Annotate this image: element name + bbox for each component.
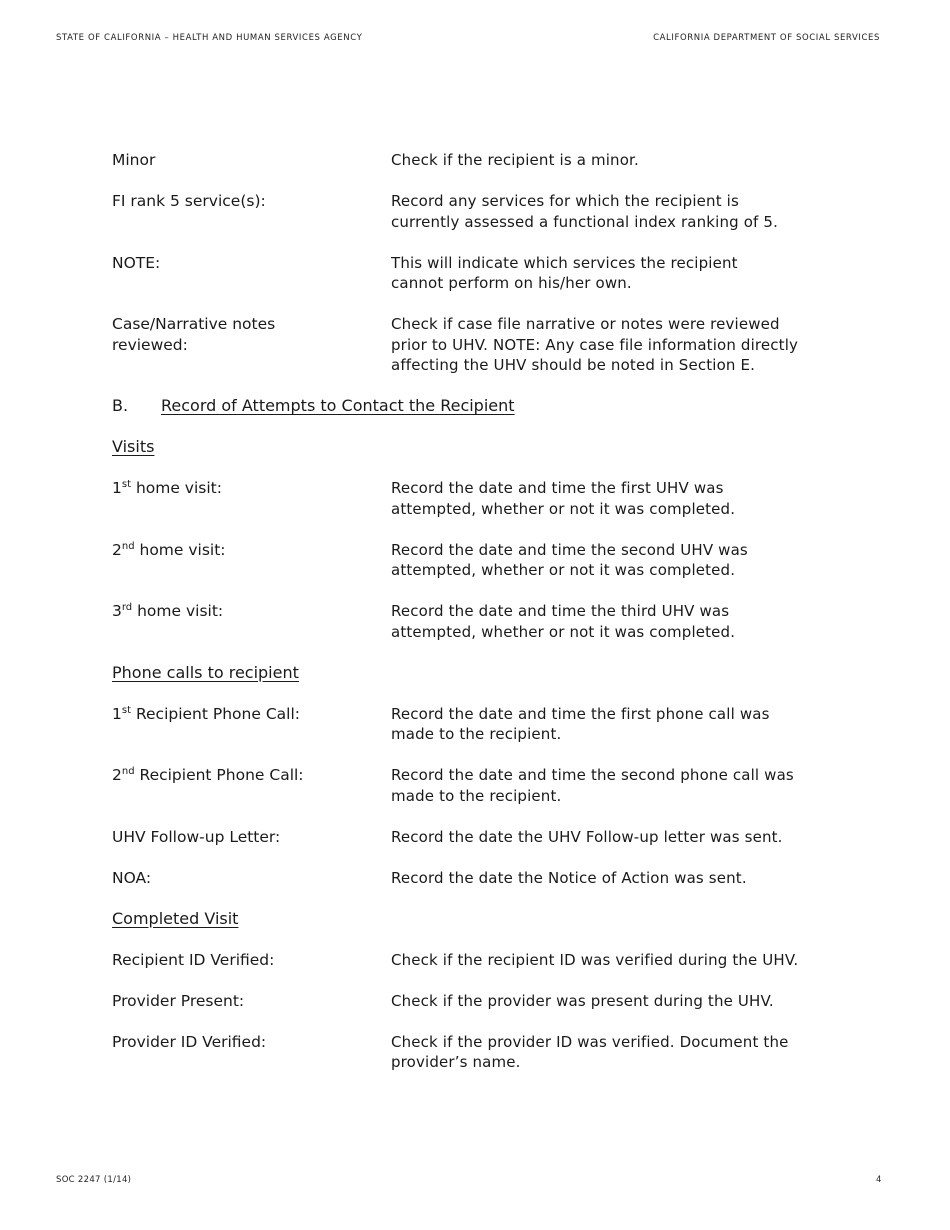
- row-recipient-id-verified: [112, 950, 832, 971]
- row-label: [112, 1032, 391, 1073]
- row-label: [112, 601, 391, 642]
- row-description: [391, 253, 832, 294]
- row-description: [391, 601, 832, 642]
- desc-line: Record any services for which the recipient is: [391, 192, 739, 210]
- desc-line: This will indicate which services the recipient: [391, 253, 738, 272]
- row-description: [391, 1032, 832, 1073]
- desc-line: Record the date and time the third UHV was: [391, 602, 730, 620]
- row-label: [112, 991, 391, 1012]
- label-line: NOTE:: [112, 253, 161, 272]
- row-description: [391, 704, 832, 745]
- row-home-visit-2: [112, 540, 832, 581]
- desc-line: Record the date and time the first UHV was: [391, 479, 724, 497]
- label-line: Case/Narrative notes: [112, 315, 276, 333]
- footer-page-number: 4: [875, 1175, 882, 1185]
- row-description: [391, 950, 832, 971]
- row-note: [112, 253, 832, 294]
- row-description: [391, 191, 832, 232]
- label-line: reviewed:: [112, 335, 188, 354]
- ordinal: 3: [112, 602, 122, 620]
- header-agency: STATE OF CALIFORNIA – HEALTH AND HUMAN SERVICES AGENCY: [56, 33, 363, 43]
- row-label: [112, 765, 391, 806]
- row-description: [391, 478, 832, 519]
- row-label: [112, 191, 391, 232]
- row-noa: [112, 868, 832, 889]
- row-phone-call-2: [112, 765, 832, 806]
- desc-line: attempted, whether or not it was completed.: [391, 622, 736, 641]
- desc-line: Check if the recipient ID was verified during the UHV.: [391, 950, 799, 969]
- row-label: [112, 253, 391, 294]
- desc-line: cannot perform on his/her own.: [391, 274, 632, 292]
- row-label: [112, 704, 391, 745]
- desc-line: provider’s name.: [391, 1053, 521, 1071]
- row-phone-call-1: [112, 704, 832, 745]
- desc-line: Record the date and time the second UHV was: [391, 540, 748, 559]
- label-text: Recipient Phone Call:: [131, 704, 300, 723]
- footer-form-id: SOC 2247 (1/14): [56, 1175, 132, 1185]
- desc-line: attempted, whether or not it was completed.: [391, 561, 736, 579]
- row-label: [112, 827, 391, 848]
- row-description: [391, 765, 832, 806]
- desc-line: Check if the provider ID was verified. Document the: [391, 1032, 789, 1051]
- label-text: home visit:: [132, 602, 224, 620]
- row-description: [391, 868, 832, 889]
- desc-line: Record the date the UHV Follow-up letter was sent.: [391, 827, 783, 846]
- label-line: NOA:: [112, 868, 152, 887]
- desc-line: Record the date and time the second phone call was: [391, 766, 794, 784]
- row-label: [112, 540, 391, 581]
- desc-line: Check if case file narrative or notes were reviewed: [391, 315, 780, 333]
- row-home-visit-3: [112, 601, 832, 642]
- row-case-notes: [112, 314, 832, 376]
- desc-line: made to the recipient.: [391, 786, 562, 805]
- ordinal: 2: [112, 766, 122, 784]
- label-line: [112, 478, 391, 499]
- row-description: [391, 827, 832, 848]
- row-fi-rank: [112, 191, 832, 232]
- desc-line: Check if the provider was present during the UHV.: [391, 991, 774, 1010]
- label-line: [112, 704, 391, 725]
- row-description: [391, 540, 832, 581]
- document-body: [112, 150, 832, 1093]
- row-description: [391, 314, 832, 376]
- desc-line: made to the recipient.: [391, 725, 562, 743]
- section-number: B.: [112, 396, 129, 415]
- completed-visit-heading: Completed Visit: [112, 908, 239, 928]
- visits-heading: Visits: [112, 437, 155, 456]
- row-description: [391, 150, 832, 171]
- label-text: Recipient Phone Call:: [134, 766, 304, 784]
- desc-line: Check if the recipient is a minor.: [391, 151, 639, 169]
- label-line: Recipient ID Verified:: [112, 950, 275, 969]
- label-line: UHV Follow-up Letter:: [112, 827, 281, 846]
- label-line: [112, 540, 391, 561]
- ordinal: 2: [112, 540, 122, 559]
- label-text: home visit:: [134, 540, 226, 559]
- ordinal: 1: [112, 479, 122, 497]
- label-line: Minor: [112, 151, 156, 169]
- row-home-visit-1: [112, 478, 832, 519]
- label-line: Provider ID Verified:: [112, 1032, 267, 1051]
- ordinal-suffix: st: [121, 704, 132, 716]
- ordinal: 1: [112, 704, 122, 723]
- row-description: [391, 991, 832, 1012]
- phone-calls-heading: Phone calls to recipient: [112, 662, 299, 682]
- row-label: [112, 150, 391, 171]
- row-label: [112, 314, 391, 376]
- desc-line: Record the date the Notice of Action was sent.: [391, 868, 747, 887]
- desc-line: Record the date and time the first phone call was: [391, 704, 770, 723]
- label-text: home visit:: [131, 479, 222, 497]
- row-provider-present: [112, 991, 832, 1012]
- desc-line: affecting the UHV should be noted in Section E.: [391, 356, 756, 374]
- label-line: Provider Present:: [112, 991, 245, 1010]
- ordinal-suffix: nd: [121, 540, 135, 552]
- label-line: [112, 765, 391, 786]
- row-label: [112, 950, 391, 971]
- ordinal-suffix: st: [121, 479, 132, 490]
- label-line: FI rank 5 service(s):: [112, 192, 266, 210]
- row-minor: [112, 150, 832, 171]
- row-follow-up-letter: [112, 827, 832, 848]
- header-department: CALIFORNIA DEPARTMENT OF SOCIAL SERVICES: [653, 33, 880, 43]
- label-line: [112, 601, 391, 622]
- row-label: [112, 868, 391, 889]
- section-b-heading: [112, 396, 832, 417]
- section-title: Record of Attempts to Contact the Recipient: [161, 396, 515, 415]
- ordinal-suffix: nd: [121, 766, 135, 777]
- desc-line: currently assessed a functional index ranking of 5.: [391, 212, 778, 231]
- desc-line: attempted, whether or not it was completed.: [391, 499, 736, 518]
- row-provider-id-verified: [112, 1032, 832, 1073]
- desc-line: prior to UHV. NOTE: Any case file information directly: [391, 335, 799, 354]
- row-label: [112, 478, 391, 519]
- ordinal-suffix: rd: [121, 602, 133, 613]
